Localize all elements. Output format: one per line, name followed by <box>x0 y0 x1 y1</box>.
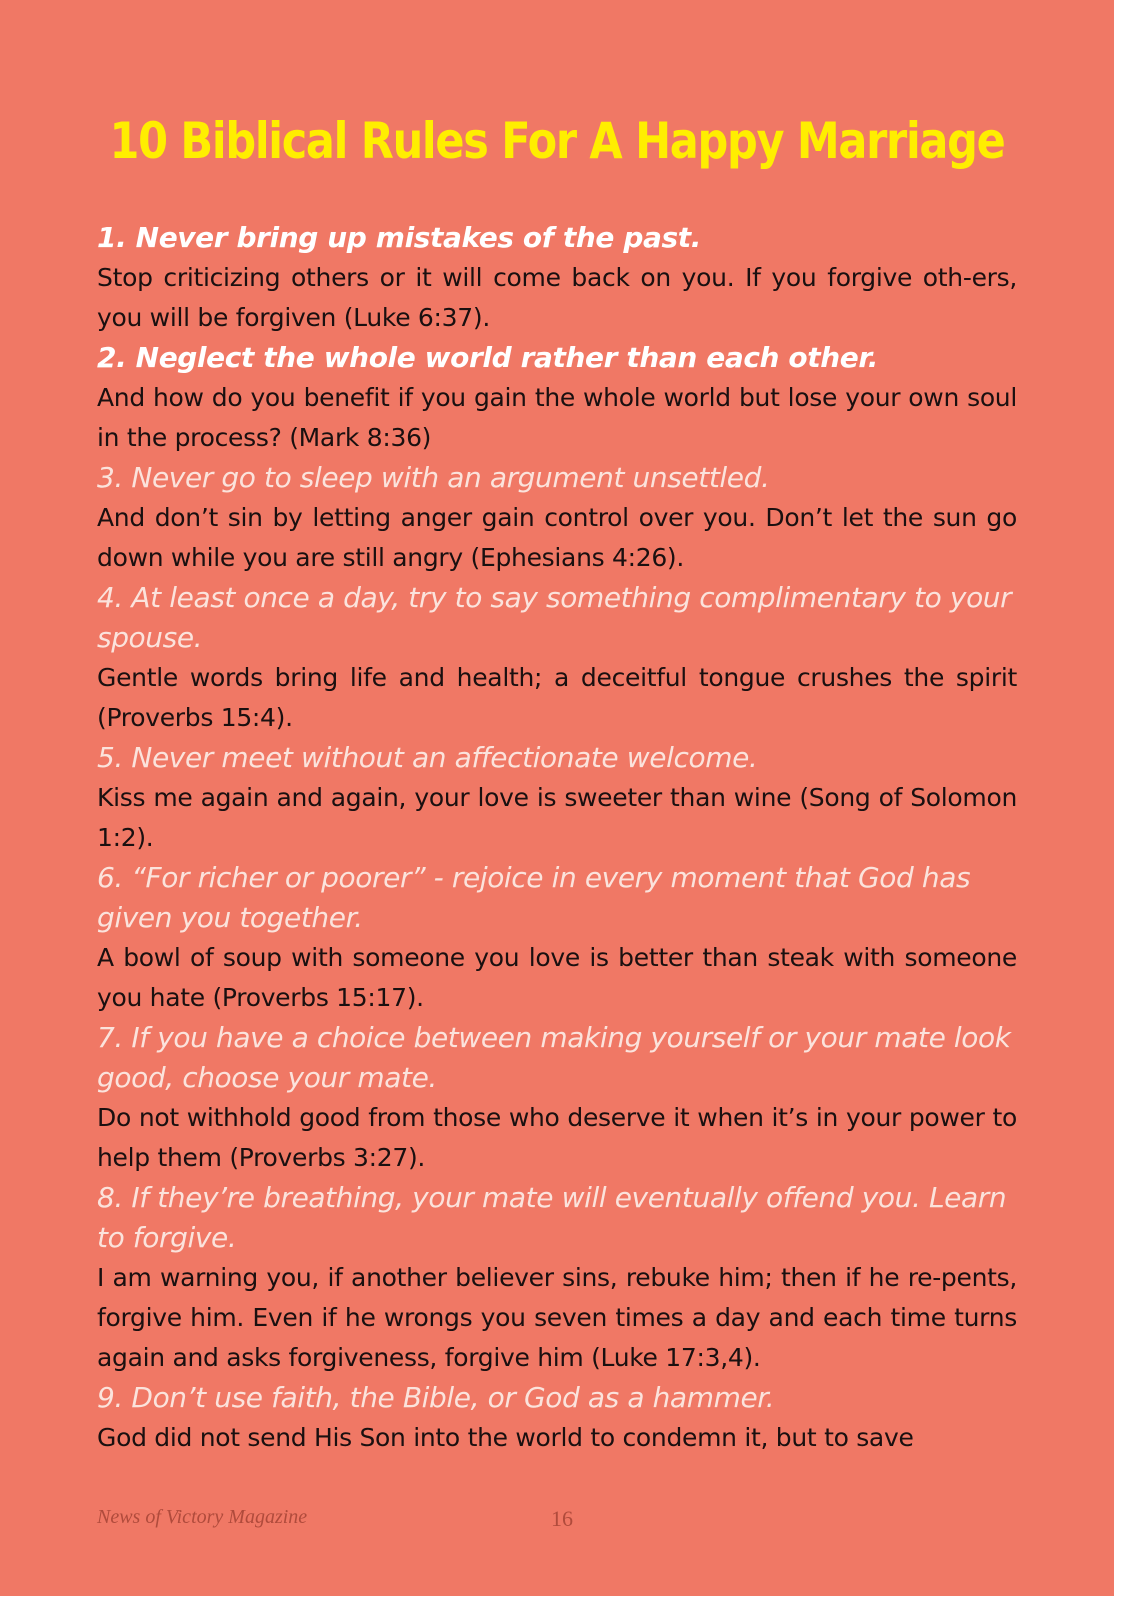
footer-magazine-name: News of Victory Magazine <box>97 1506 308 1528</box>
rule-heading: 4. At least once a day, try to say something complimentary to your spouse. <box>97 581 1012 654</box>
rule-body: Kiss me again and again, your love is sweeter than wine (Song of Solomon 1:2). <box>97 783 1017 852</box>
rule-body: I am warning you, if another believer sins, rebuke him; then if he re-pents, forgive him. Even if he wrongs you seven times a day and each time turns again and asks forgiveness, forgive him (Luke 17:3,4). <box>97 1263 1017 1372</box>
rule-heading: 7. If you have a choice between making yourself or your mate look good, choose your mate. <box>97 1021 1011 1094</box>
rule-body: And don’t sin by letting anger gain control over you. Don’t let the sun go down while you are still angry (Ephesians 4:26). <box>97 503 1017 572</box>
rule-6 <box>97 858 1017 1018</box>
rule-2 <box>97 338 1017 458</box>
rule-4 <box>97 578 1017 738</box>
rule-body: Stop criticizing others or it will come back on you. If you forgive oth-ers, you will be forgiven (Luke 6:37). <box>97 263 1017 332</box>
rule-heading: 5. Never meet without an affectionate welcome. <box>97 741 758 774</box>
rule-3 <box>97 458 1017 578</box>
rule-heading: 8. If they’re breathing, your mate will eventually offend you. Learn to forgive. <box>97 1181 1007 1254</box>
rule-body: God did not send His Son into the world to condemn it, but to save <box>97 1423 914 1452</box>
rule-body: A bowl of soup with someone you love is better than steak with someone you hate (Proverbs 15:17). <box>97 943 1017 1012</box>
rule-heading: 6. “For richer or poorer” - rejoice in every moment that God has given you together. <box>97 861 971 934</box>
rule-body: And how do you benefit if you gain the whole world but lose your own soul in the process? (Mark 8:36) <box>97 383 1017 452</box>
rule-body: Do not withhold good from those who deserve it when it’s in your power to help them (Proverbs 3:27). <box>97 1103 1017 1172</box>
footer-page-number: 16 <box>551 1506 573 1531</box>
rules-list <box>97 218 1017 1458</box>
rule-9 <box>97 1378 1017 1458</box>
page-edge-bottom <box>0 1596 1128 1600</box>
rule-8 <box>97 1178 1017 1378</box>
page-edge <box>1114 0 1128 1600</box>
rule-heading: 2. Neglect the whole world rather than each other. <box>97 341 879 374</box>
rule-heading: 3. Never go to sleep with an argument unsettled. <box>97 461 770 494</box>
rule-body: Gentle words bring life and health; a deceitful tongue crushes the spirit (Proverbs 15:4). <box>97 663 1017 732</box>
rule-5 <box>97 738 1017 858</box>
rule-heading: 1. Never bring up mistakes of the past. <box>97 221 701 254</box>
rule-heading: 9. Don’t use faith, the Bible, or God as a hammer. <box>97 1381 775 1414</box>
rule-7 <box>97 1018 1017 1178</box>
page-title: 10 Biblical Rules For A Happy Marriage <box>109 112 1005 170</box>
rule-1 <box>97 218 1017 338</box>
